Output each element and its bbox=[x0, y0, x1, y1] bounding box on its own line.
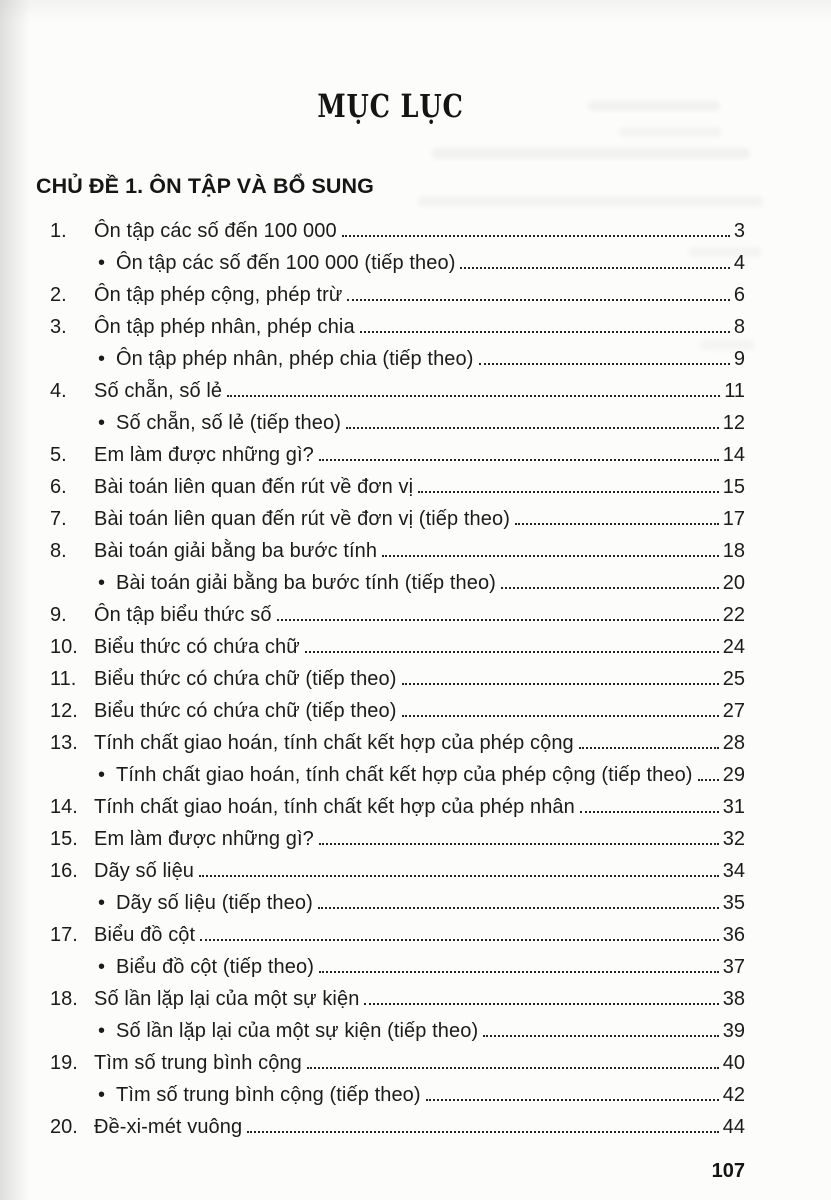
toc-entry-label: Số chẵn, số lẻ bbox=[94, 380, 223, 402]
toc-entry-page: 39 bbox=[722, 1020, 745, 1042]
dot-leader bbox=[200, 939, 719, 941]
toc-entry-page: 20 bbox=[722, 572, 745, 594]
toc-entry-row bbox=[36, 918, 745, 950]
toc-entry-number: 14. bbox=[50, 796, 78, 818]
dot-leader bbox=[319, 459, 719, 461]
toc-entry-page: 44 bbox=[722, 1116, 745, 1138]
toc-entry-page: 12 bbox=[722, 412, 745, 434]
ink-bleedthrough-artifact bbox=[618, 127, 722, 137]
toc-subentry-row bbox=[36, 1014, 745, 1046]
toc-entry-page: 32 bbox=[722, 828, 745, 850]
toc-entry-row bbox=[36, 662, 745, 694]
toc-entry-number: 9. bbox=[50, 604, 67, 626]
toc-entry-label: Ôn tập biểu thức số bbox=[94, 604, 272, 626]
toc-entry-page: 24 bbox=[722, 636, 745, 658]
toc-entry-label: Dãy số liệu bbox=[94, 860, 195, 882]
toc-entry-label: Biểu đồ cột (tiếp theo) bbox=[116, 956, 314, 978]
dot-leader bbox=[247, 1131, 719, 1133]
toc-entry-label: Đề-xi-mét vuông bbox=[94, 1116, 243, 1138]
toc-entry-row bbox=[36, 982, 745, 1014]
toc-entry-page: 36 bbox=[722, 924, 745, 946]
toc-entry-label: Tính chất giao hoán, tính chất kết hợp của phép cộng bbox=[94, 732, 574, 754]
toc-entry-label: Em làm được những gì? bbox=[94, 444, 314, 466]
toc-entry-row bbox=[36, 630, 745, 662]
dot-leader bbox=[346, 427, 719, 429]
bullet-icon: • bbox=[98, 412, 106, 434]
toc-entry-number: 2. bbox=[50, 284, 67, 306]
dot-leader bbox=[319, 843, 719, 845]
dot-leader bbox=[342, 235, 730, 237]
toc-entry-row bbox=[36, 694, 745, 726]
toc-entry-row bbox=[36, 278, 745, 310]
toc-entry-page: 42 bbox=[722, 1084, 745, 1106]
toc-entry-row bbox=[36, 502, 745, 534]
toc-entry-number: 17. bbox=[50, 924, 78, 946]
toc-entry-number: 20. bbox=[50, 1116, 78, 1138]
toc-subentry-row bbox=[36, 758, 745, 790]
ink-bleedthrough-artifact bbox=[432, 148, 750, 159]
toc-entry-page: 27 bbox=[722, 700, 745, 722]
toc-entry-number: 7. bbox=[50, 508, 67, 530]
toc-entry-number: 13. bbox=[50, 732, 78, 754]
dot-leader bbox=[483, 1035, 719, 1037]
toc-entry-page: 4 bbox=[733, 252, 745, 274]
toc-entry-label: Số lần lặp lại của một sự kiện bbox=[94, 988, 360, 1010]
dot-leader bbox=[364, 1003, 718, 1005]
dot-leader bbox=[277, 619, 719, 621]
toc-entry-number: 1. bbox=[50, 220, 67, 242]
toc-entry-page: 18 bbox=[722, 540, 745, 562]
toc-entry-row bbox=[36, 822, 745, 854]
toc-entry-page: 40 bbox=[722, 1052, 745, 1074]
toc-entry-page: 6 bbox=[733, 284, 745, 306]
toc-entry-row bbox=[36, 470, 745, 502]
toc-entry-number: 18. bbox=[50, 988, 78, 1010]
toc-entry-label: Bài toán liên quan đến rút về đơn vị bbox=[94, 476, 414, 498]
dot-leader bbox=[347, 299, 729, 301]
dot-leader bbox=[199, 875, 719, 877]
toc-subentry-row bbox=[36, 950, 745, 982]
dot-leader bbox=[418, 491, 719, 493]
toc-entry-label: Ôn tập phép nhân, phép chia bbox=[94, 316, 355, 338]
dot-leader bbox=[426, 1099, 719, 1101]
dot-leader bbox=[360, 331, 730, 333]
dot-leader bbox=[319, 971, 719, 973]
page-number: 107 bbox=[711, 1160, 745, 1182]
toc-entry-number: 11. bbox=[50, 668, 77, 690]
toc-entry-number: 12. bbox=[50, 700, 78, 722]
toc-entry-label: Ôn tập phép cộng, phép trừ bbox=[94, 284, 343, 306]
toc-entry-label: Biểu đồ cột bbox=[94, 924, 196, 946]
toc-entry-row bbox=[36, 854, 745, 886]
toc-entry-label: Biểu thức có chứa chữ (tiếp theo) bbox=[94, 700, 397, 722]
dot-leader bbox=[698, 779, 719, 781]
toc-entry-page: 37 bbox=[722, 956, 745, 978]
dot-leader bbox=[501, 587, 719, 589]
toc-entry-page: 22 bbox=[722, 604, 745, 626]
toc-subentry-row bbox=[36, 406, 745, 438]
toc-entry-number: 15. bbox=[50, 828, 78, 850]
toc-entry-number: 16. bbox=[50, 860, 78, 882]
dot-leader bbox=[479, 363, 730, 365]
bullet-icon: • bbox=[98, 764, 106, 786]
toc-entry-number: 8. bbox=[50, 540, 67, 562]
toc-entry-label: Ôn tập các số đến 100 000 (tiếp theo) bbox=[116, 252, 456, 274]
toc-entry-row bbox=[36, 598, 745, 630]
toc-entry-number: 10. bbox=[50, 636, 78, 658]
toc-entry-row bbox=[36, 790, 745, 822]
toc-entry-row bbox=[36, 1110, 745, 1142]
toc-entry-label: Biểu thức có chứa chữ (tiếp theo) bbox=[94, 668, 397, 690]
bullet-icon: • bbox=[98, 1084, 106, 1106]
toc-subentry-row bbox=[36, 886, 745, 918]
toc-entry-page: 25 bbox=[722, 668, 745, 690]
page-left-edge-shadow bbox=[0, 0, 30, 1200]
table-of-contents bbox=[36, 214, 745, 1142]
toc-entry-page: 35 bbox=[722, 892, 745, 914]
dot-leader bbox=[318, 907, 719, 909]
toc-entry-row bbox=[36, 438, 745, 470]
bullet-icon: • bbox=[98, 956, 106, 978]
toc-entry-page: 11 bbox=[724, 380, 745, 402]
ink-bleedthrough-artifact bbox=[418, 196, 763, 207]
toc-entry-label: Bài toán liên quan đến rút về đơn vị (tiếp theo) bbox=[94, 508, 510, 530]
toc-entry-label: Bài toán giải bằng ba bước tính (tiếp theo) bbox=[116, 572, 496, 594]
toc-entry-label: Ôn tập phép nhân, phép chia (tiếp theo) bbox=[116, 348, 474, 370]
toc-entry-page: 38 bbox=[722, 988, 745, 1010]
toc-entry-number: 6. bbox=[50, 476, 67, 498]
toc-entry-page: 34 bbox=[722, 860, 745, 882]
dot-leader bbox=[460, 267, 729, 269]
dot-leader bbox=[305, 651, 719, 653]
dot-leader bbox=[227, 395, 720, 397]
bullet-icon: • bbox=[98, 1020, 106, 1042]
toc-entry-page: 29 bbox=[722, 764, 745, 786]
bullet-icon: • bbox=[98, 892, 106, 914]
toc-subentry-row bbox=[36, 246, 745, 278]
page-top-edge-shadow bbox=[0, 0, 831, 22]
toc-entry-label: Ôn tập các số đến 100 000 bbox=[94, 220, 337, 242]
toc-entry-label: Em làm được những gì? bbox=[94, 828, 314, 850]
toc-entry-label: Tính chất giao hoán, tính chất kết hợp của phép nhân bbox=[94, 796, 575, 818]
toc-entry-label: Biểu thức có chứa chữ bbox=[94, 636, 300, 658]
toc-entry-label: Tính chất giao hoán, tính chất kết hợp của phép cộng (tiếp theo) bbox=[116, 764, 693, 786]
toc-entry-label: Tìm số trung bình cộng bbox=[94, 1052, 302, 1074]
toc-entry-page: 15 bbox=[722, 476, 745, 498]
toc-entry-row bbox=[36, 214, 745, 246]
toc-entry-number: 3. bbox=[50, 316, 67, 338]
toc-entry-label: Tìm số trung bình cộng (tiếp theo) bbox=[116, 1084, 421, 1106]
toc-subentry-row bbox=[36, 1078, 745, 1110]
toc-entry-row bbox=[36, 374, 745, 406]
toc-entry-row bbox=[36, 1046, 745, 1078]
dot-leader bbox=[579, 747, 719, 749]
dot-leader bbox=[382, 555, 719, 557]
toc-entry-label: Dãy số liệu (tiếp theo) bbox=[116, 892, 313, 914]
toc-entry-row bbox=[36, 310, 745, 342]
dot-leader bbox=[515, 523, 719, 525]
toc-entry-number: 4. bbox=[50, 380, 67, 402]
dot-leader bbox=[580, 811, 719, 813]
toc-entry-label: Bài toán giải bằng ba bước tính bbox=[94, 540, 378, 562]
section-heading: CHỦ ĐỀ 1. ÔN TẬP VÀ BỔ SUNG bbox=[36, 174, 374, 198]
dot-leader bbox=[402, 715, 719, 717]
toc-entry-row bbox=[36, 534, 745, 566]
toc-entry-row bbox=[36, 726, 745, 758]
toc-subentry-row bbox=[36, 566, 745, 598]
toc-subentry-row bbox=[36, 342, 745, 374]
toc-entry-number: 19. bbox=[50, 1052, 78, 1074]
bullet-icon: • bbox=[98, 348, 106, 370]
toc-entry-page: 8 bbox=[733, 316, 745, 338]
bullet-icon: • bbox=[98, 252, 106, 274]
toc-entry-label: Số chẵn, số lẻ (tiếp theo) bbox=[116, 412, 341, 434]
toc-entry-number: 5. bbox=[50, 444, 67, 466]
toc-entry-page: 28 bbox=[722, 732, 745, 754]
toc-entry-page: 9 bbox=[733, 348, 745, 370]
dot-leader bbox=[307, 1067, 719, 1069]
toc-entry-page: 3 bbox=[733, 220, 745, 242]
toc-entry-label: Số lần lặp lại của một sự kiện (tiếp theo) bbox=[116, 1020, 479, 1042]
toc-entry-page: 14 bbox=[722, 444, 745, 466]
toc-entry-page: 17 bbox=[722, 508, 745, 530]
dot-leader bbox=[402, 683, 719, 685]
toc-entry-page: 31 bbox=[722, 796, 745, 818]
bullet-icon: • bbox=[98, 572, 106, 594]
page-title: MỤC LỤC bbox=[317, 87, 464, 125]
